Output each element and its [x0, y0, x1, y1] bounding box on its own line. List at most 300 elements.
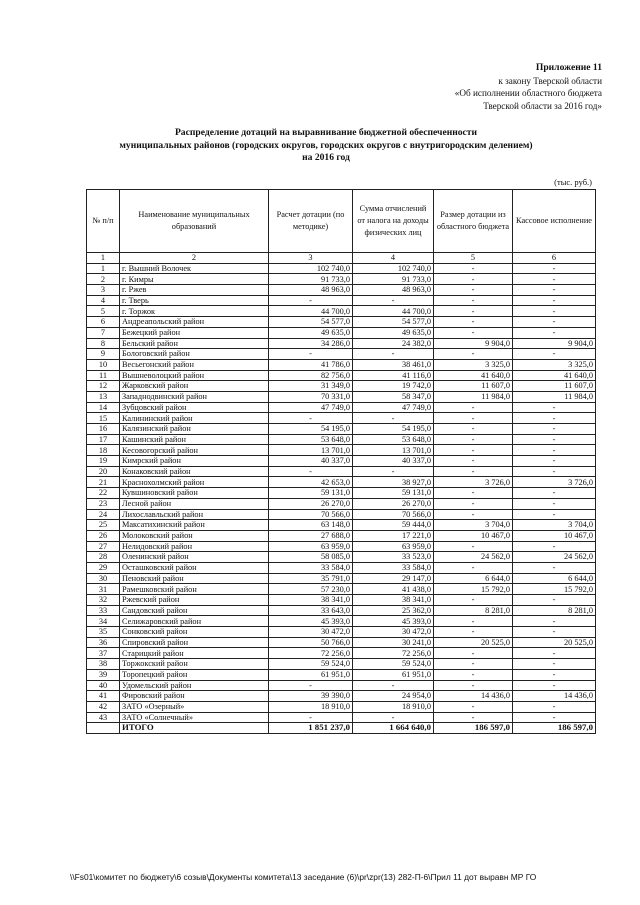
row-grant: -	[434, 509, 513, 520]
row-grant: -	[434, 285, 513, 296]
col-number: 3	[269, 253, 353, 264]
row-number: 19	[87, 456, 120, 467]
row-number: 8	[87, 338, 120, 349]
column-number-row	[87, 253, 596, 264]
row-number: 3	[87, 285, 120, 296]
row-number: 16	[87, 424, 120, 435]
row-number: 10	[87, 359, 120, 370]
row-ndfl: 59 444,0	[353, 520, 434, 531]
row-ndfl: 63 959,0	[353, 541, 434, 552]
row-ndfl: 18 910,0	[353, 701, 434, 712]
table-row	[87, 627, 596, 638]
table-row	[87, 691, 596, 702]
row-calc: 31 349,0	[269, 381, 353, 392]
row-ndfl: -	[353, 413, 434, 424]
row-name: Лихославльский район	[120, 509, 269, 520]
table-row	[87, 349, 596, 360]
row-calc: 70 566,0	[269, 509, 353, 520]
row-ndfl: 25 362,0	[353, 605, 434, 616]
row-name: ЗАТО «Озерный»	[120, 701, 269, 712]
row-grant: -	[434, 445, 513, 456]
row-grant: -	[434, 541, 513, 552]
units-label: (тыс. руб.)	[554, 177, 592, 187]
row-grant: -	[434, 669, 513, 680]
row-exec: 9 904,0	[513, 338, 596, 349]
appendix-line-2: «Об исполнении областного бюджета	[454, 88, 602, 99]
row-grant: -	[434, 498, 513, 509]
row-number: 13	[87, 391, 120, 402]
appendix-line-3: Тверской области за 2016 год»	[483, 100, 602, 111]
row-calc: 58 085,0	[269, 552, 353, 563]
row-grant: -	[434, 327, 513, 338]
appendix-line-1: к закону Тверской области	[498, 75, 602, 86]
row-ndfl: 41 116,0	[353, 370, 434, 381]
row-exec: -	[513, 285, 596, 296]
row-ndfl: 91 733,0	[353, 274, 434, 285]
row-exec: -	[513, 413, 596, 424]
row-name: Торопецкий район	[120, 669, 269, 680]
table-row	[87, 616, 596, 627]
row-name: Вышневолоцкий район	[120, 370, 269, 381]
table-row	[87, 327, 596, 338]
row-grant: -	[434, 712, 513, 723]
row-ndfl: -	[353, 680, 434, 691]
appendix-note	[342, 62, 602, 112]
row-grant: -	[434, 434, 513, 445]
title-line-2: муниципальных районов (городских округов, городских округов с внутригородским делением)	[119, 139, 533, 151]
row-calc: 49 635,0	[269, 327, 353, 338]
row-number: 17	[87, 434, 120, 445]
row-grant: 3 325,0	[434, 359, 513, 370]
row-name: Рамешковский район	[120, 584, 269, 595]
table-row	[87, 648, 596, 659]
row-calc: 44 700,0	[269, 306, 353, 317]
row-calc: 26 270,0	[269, 498, 353, 509]
row-name: Калининский район	[120, 413, 269, 424]
row-name: Сандовский район	[120, 605, 269, 616]
row-number: 41	[87, 691, 120, 702]
row-calc: 50 766,0	[269, 637, 353, 648]
row-name: Осташковский район	[120, 562, 269, 573]
row-exec: -	[513, 680, 596, 691]
row-exec: 3 325,0	[513, 359, 596, 370]
row-exec: -	[513, 445, 596, 456]
row-ndfl: 24 954,0	[353, 691, 434, 702]
row-ndfl: 19 742,0	[353, 381, 434, 392]
header-name: Наименование муниципальных образований	[120, 190, 269, 253]
appendix-title: Приложение 11	[535, 62, 602, 73]
row-ndfl: -	[353, 349, 434, 360]
table-row	[87, 573, 596, 584]
row-name: Калязинский район	[120, 424, 269, 435]
table-row	[87, 488, 596, 499]
row-grant: -	[434, 263, 513, 274]
row-calc: 45 393,0	[269, 616, 353, 627]
grants-table	[86, 189, 596, 734]
row-calc: 38 341,0	[269, 595, 353, 606]
table-row	[87, 295, 596, 306]
row-ndfl: -	[353, 466, 434, 477]
row-name: г. Кимры	[120, 274, 269, 285]
row-number: 36	[87, 637, 120, 648]
row-calc: 59 131,0	[269, 488, 353, 499]
row-ndfl: 102 740,0	[353, 263, 434, 274]
row-ndfl: 45 393,0	[353, 616, 434, 627]
header-ndfl: Сумма отчислений от налога на доходы физических лиц	[353, 190, 434, 253]
row-exec: -	[513, 562, 596, 573]
row-calc: 91 733,0	[269, 274, 353, 285]
row-ndfl: 38 341,0	[353, 595, 434, 606]
row-ndfl: 38 461,0	[353, 359, 434, 370]
header-number: № п/п	[87, 190, 120, 253]
row-grant: -	[434, 648, 513, 659]
row-exec: -	[513, 402, 596, 413]
row-exec: -	[513, 263, 596, 274]
row-name: Пеновский район	[120, 573, 269, 584]
table-row	[87, 424, 596, 435]
row-number: 34	[87, 616, 120, 627]
row-calc: -	[269, 295, 353, 306]
row-ndfl: 54 577,0	[353, 317, 434, 328]
table-row	[87, 680, 596, 691]
row-number: 40	[87, 680, 120, 691]
row-calc: 35 791,0	[269, 573, 353, 584]
table-row	[87, 584, 596, 595]
row-name: Ржевский район	[120, 595, 269, 606]
row-name: Западнодвинский район	[120, 391, 269, 402]
row-calc: 53 648,0	[269, 434, 353, 445]
row-ndfl: 47 749,0	[353, 402, 434, 413]
row-calc: 30 472,0	[269, 627, 353, 638]
row-grant: 6 644,0	[434, 573, 513, 584]
row-ndfl: 33 523,0	[353, 552, 434, 563]
table-row	[87, 402, 596, 413]
row-calc: 63 148,0	[269, 520, 353, 531]
row-number: 32	[87, 595, 120, 606]
row-grant: 3 726,0	[434, 477, 513, 488]
row-grant: -	[434, 349, 513, 360]
row-calc: 34 286,0	[269, 338, 353, 349]
row-grant: -	[434, 317, 513, 328]
row-grant: 3 704,0	[434, 520, 513, 531]
total-exec: 186 597,0	[513, 723, 596, 734]
row-number: 11	[87, 370, 120, 381]
row-grant: 14 436,0	[434, 691, 513, 702]
row-name: Максатихинский район	[120, 520, 269, 531]
row-grant: -	[434, 306, 513, 317]
table-row	[87, 381, 596, 392]
row-ndfl: 33 584,0	[353, 562, 434, 573]
row-name: г. Торжок	[120, 306, 269, 317]
row-grant: -	[434, 627, 513, 638]
row-name: Андреапольский район	[120, 317, 269, 328]
total-ndfl: 1 664 640,0	[353, 723, 434, 734]
total-row	[87, 723, 596, 734]
row-exec: -	[513, 424, 596, 435]
col-number: 2	[120, 253, 269, 264]
row-number: 2	[87, 274, 120, 285]
total-empty	[87, 723, 120, 734]
row-ndfl: -	[353, 712, 434, 723]
row-calc: 41 786,0	[269, 359, 353, 370]
row-calc: 61 951,0	[269, 669, 353, 680]
table-row	[87, 637, 596, 648]
row-ndfl: 30 241,0	[353, 637, 434, 648]
table-row	[87, 595, 596, 606]
title-line-1: Распределение дотаций на выравнивание бюджетной обеспеченности	[174, 127, 478, 138]
row-name: ЗАТО «Солнечный»	[120, 712, 269, 723]
table-row	[87, 605, 596, 616]
row-ndfl: 38 927,0	[353, 477, 434, 488]
row-number: 14	[87, 402, 120, 413]
row-number: 31	[87, 584, 120, 595]
row-number: 29	[87, 562, 120, 573]
row-name: Бельский район	[120, 338, 269, 349]
row-number: 35	[87, 627, 120, 638]
table-row	[87, 498, 596, 509]
table-row	[87, 530, 596, 541]
row-exec: -	[513, 349, 596, 360]
table-header-row	[87, 190, 596, 253]
row-name: Нелидовский район	[120, 541, 269, 552]
row-grant: 8 281,0	[434, 605, 513, 616]
row-name: г. Тверь	[120, 295, 269, 306]
total-label: ИТОГО	[120, 723, 269, 734]
row-name: Кесовогорский район	[120, 445, 269, 456]
row-number: 6	[87, 317, 120, 328]
title-line-3: на 2016 год	[302, 152, 350, 163]
row-grant: -	[434, 295, 513, 306]
row-name: Сонковский район	[120, 627, 269, 638]
row-name: Кимрский район	[120, 456, 269, 467]
row-exec: -	[513, 306, 596, 317]
table-row	[87, 712, 596, 723]
col-number: 4	[353, 253, 434, 264]
row-exec: 11 984,0	[513, 391, 596, 402]
table-row	[87, 509, 596, 520]
row-exec: -	[513, 616, 596, 627]
row-number: 21	[87, 477, 120, 488]
row-calc: 57 230,0	[269, 584, 353, 595]
row-exec: -	[513, 295, 596, 306]
row-number: 33	[87, 605, 120, 616]
row-number: 4	[87, 295, 120, 306]
row-ndfl: 72 256,0	[353, 648, 434, 659]
row-ndfl: 17 221,0	[353, 530, 434, 541]
row-calc: 18 910,0	[269, 701, 353, 712]
table-row	[87, 659, 596, 670]
row-exec: 8 281,0	[513, 605, 596, 616]
row-grant: -	[434, 488, 513, 499]
row-grant: 24 562,0	[434, 552, 513, 563]
table-row	[87, 562, 596, 573]
row-calc: 59 524,0	[269, 659, 353, 670]
row-ndfl: -	[353, 295, 434, 306]
row-number: 9	[87, 349, 120, 360]
row-number: 24	[87, 509, 120, 520]
row-calc: 102 740,0	[269, 263, 353, 274]
table-row	[87, 541, 596, 552]
total-calc: 1 851 237,0	[269, 723, 353, 734]
total-grant: 186 597,0	[434, 723, 513, 734]
row-grant: -	[434, 680, 513, 691]
row-name: Весьегонский район	[120, 359, 269, 370]
row-ndfl: 40 337,0	[353, 456, 434, 467]
document-title	[100, 127, 552, 165]
row-calc: 63 959,0	[269, 541, 353, 552]
row-grant: 10 467,0	[434, 530, 513, 541]
row-exec: 20 525,0	[513, 637, 596, 648]
row-ndfl: 24 382,0	[353, 338, 434, 349]
row-number: 23	[87, 498, 120, 509]
row-calc: -	[269, 349, 353, 360]
row-grant: -	[434, 659, 513, 670]
row-number: 43	[87, 712, 120, 723]
table-row	[87, 701, 596, 712]
table-row	[87, 274, 596, 285]
row-number: 30	[87, 573, 120, 584]
col-number: 5	[434, 253, 513, 264]
row-name: Кувшиновский район	[120, 488, 269, 499]
row-calc: -	[269, 680, 353, 691]
row-ndfl: 48 963,0	[353, 285, 434, 296]
row-calc: -	[269, 712, 353, 723]
row-calc: 27 688,0	[269, 530, 353, 541]
table-row	[87, 359, 596, 370]
row-grant: -	[434, 562, 513, 573]
row-exec: -	[513, 498, 596, 509]
table-row	[87, 263, 596, 274]
row-calc: 39 390,0	[269, 691, 353, 702]
row-name: Старицкий район	[120, 648, 269, 659]
table-row	[87, 456, 596, 467]
row-calc: 47 749,0	[269, 402, 353, 413]
row-exec: -	[513, 541, 596, 552]
row-exec: -	[513, 456, 596, 467]
header-exec: Кассовое исполнение	[513, 190, 596, 253]
table-row	[87, 317, 596, 328]
row-ndfl: 30 472,0	[353, 627, 434, 638]
row-ndfl: 29 147,0	[353, 573, 434, 584]
row-name: Селижаровский район	[120, 616, 269, 627]
row-name: Зубцовский район	[120, 402, 269, 413]
row-number: 27	[87, 541, 120, 552]
row-exec: -	[513, 274, 596, 285]
row-ndfl: 59 524,0	[353, 659, 434, 670]
row-exec: -	[513, 434, 596, 445]
row-name: г. Вышний Волочек	[120, 263, 269, 274]
row-exec: 10 467,0	[513, 530, 596, 541]
table-row	[87, 391, 596, 402]
row-calc: 33 584,0	[269, 562, 353, 573]
row-calc: 48 963,0	[269, 285, 353, 296]
table-row	[87, 520, 596, 531]
row-exec: -	[513, 712, 596, 723]
row-grant: -	[434, 274, 513, 285]
row-number: 5	[87, 306, 120, 317]
row-grant: -	[434, 413, 513, 424]
table-row	[87, 669, 596, 680]
row-exec: 14 436,0	[513, 691, 596, 702]
row-ndfl: 13 701,0	[353, 445, 434, 456]
col-number: 1	[87, 253, 120, 264]
row-name: Жарковский район	[120, 381, 269, 392]
row-exec: -	[513, 648, 596, 659]
row-number: 26	[87, 530, 120, 541]
header-grant: Размер дотации из областного бюджета	[434, 190, 513, 253]
row-grant: 11 984,0	[434, 391, 513, 402]
file-path-footer: \\Fs01\комитет по бюджету\6 созыв\Документы комитета\13 заседание (6)\pr\zpr(13) 282-П-6\Прил 11 дот выравн МР ГО	[70, 872, 537, 882]
row-exec: 24 562,0	[513, 552, 596, 563]
row-number: 39	[87, 669, 120, 680]
row-number: 15	[87, 413, 120, 424]
row-calc: -	[269, 413, 353, 424]
row-name: Конаковский район	[120, 466, 269, 477]
col-number: 6	[513, 253, 596, 264]
row-number: 25	[87, 520, 120, 531]
row-exec: -	[513, 669, 596, 680]
row-number: 22	[87, 488, 120, 499]
table-row	[87, 434, 596, 445]
row-name: Удомельский район	[120, 680, 269, 691]
row-ndfl: 59 131,0	[353, 488, 434, 499]
row-name: Спировский район	[120, 637, 269, 648]
row-number: 1	[87, 263, 120, 274]
row-number: 28	[87, 552, 120, 563]
row-name: Оленинский район	[120, 552, 269, 563]
row-number: 20	[87, 466, 120, 477]
row-grant: -	[434, 616, 513, 627]
row-calc: 33 643,0	[269, 605, 353, 616]
row-name: Бежецкий район	[120, 327, 269, 338]
row-exec: -	[513, 317, 596, 328]
table-row	[87, 466, 596, 477]
row-number: 18	[87, 445, 120, 456]
table-row	[87, 306, 596, 317]
row-exec: 3 726,0	[513, 477, 596, 488]
row-exec: -	[513, 595, 596, 606]
row-ndfl: 61 951,0	[353, 669, 434, 680]
row-ndfl: 26 270,0	[353, 498, 434, 509]
row-exec: -	[513, 659, 596, 670]
row-exec: 3 704,0	[513, 520, 596, 531]
row-exec: 41 640,0	[513, 370, 596, 381]
row-calc: 40 337,0	[269, 456, 353, 467]
row-grant: 11 607,0	[434, 381, 513, 392]
table-row	[87, 445, 596, 456]
row-number: 42	[87, 701, 120, 712]
row-name: Фировский район	[120, 691, 269, 702]
row-exec: -	[513, 509, 596, 520]
row-ndfl: 44 700,0	[353, 306, 434, 317]
row-grant: 20 525,0	[434, 637, 513, 648]
row-calc: 42 653,0	[269, 477, 353, 488]
row-name: Бологовский район	[120, 349, 269, 360]
row-grant: 9 904,0	[434, 338, 513, 349]
row-exec: -	[513, 488, 596, 499]
row-ndfl: 58 347,0	[353, 391, 434, 402]
row-calc: 13 701,0	[269, 445, 353, 456]
row-grant: -	[434, 424, 513, 435]
row-grant: -	[434, 701, 513, 712]
row-grant: -	[434, 466, 513, 477]
row-exec: -	[513, 466, 596, 477]
header-calc: Расчет дотации (по методике)	[269, 190, 353, 253]
row-calc: 70 331,0	[269, 391, 353, 402]
row-exec: 11 607,0	[513, 381, 596, 392]
table-row	[87, 552, 596, 563]
row-name: Молоковский район	[120, 530, 269, 541]
